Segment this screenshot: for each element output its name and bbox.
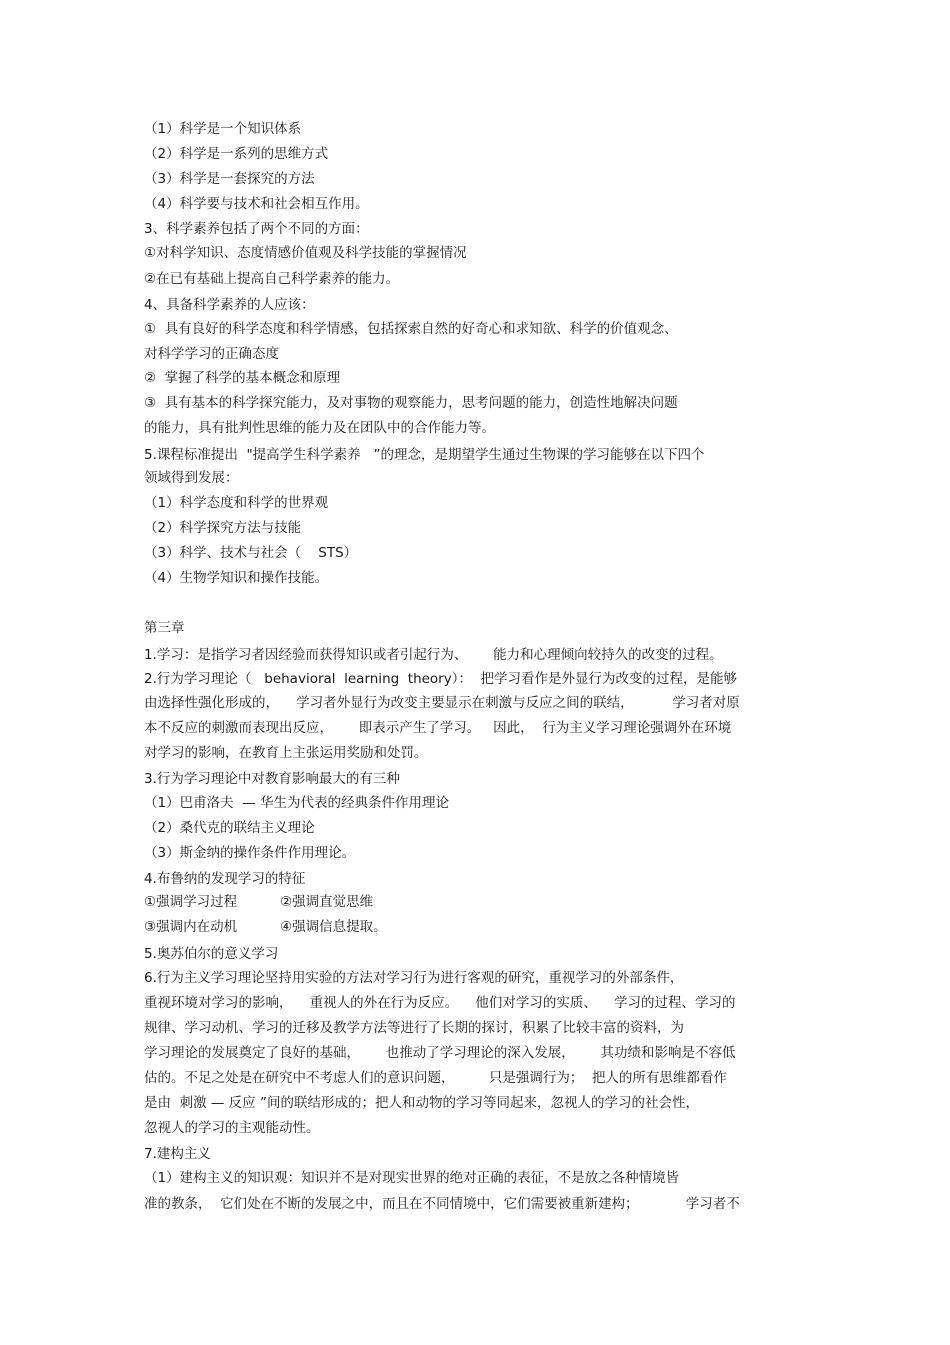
section-heading: 4.布鲁纳的发现学习的特征 xyxy=(144,871,306,887)
text-line: 估的。不足之处是在研究中不考虑人们的意识问题， 只是强调行为； 把人的所有思维都看作 xyxy=(144,1070,727,1086)
section-heading: 5.课程标准提出 "提高学生科学素养 ”的理念，是期望学生通过生物课的学习能够在以下四个 xyxy=(144,447,705,463)
section-heading: 4、具备科学素养的人应该： xyxy=(144,297,315,313)
text-line: 准的教条， 它们处在不断的发展之中，而且在不同情境中，它们需要被重新建构； 学习者不 xyxy=(144,1196,740,1212)
text-line: （1）建构主义的知识观：知识并不是对现实世界的绝对正确的表征，不是放之各种情境皆 xyxy=(144,1170,680,1186)
text-line: （1）科学是一个知识体系 xyxy=(144,121,302,137)
section-heading: 3.行为学习理论中对教育影响最大的有三种 xyxy=(144,771,400,787)
text-line: ③ 具有基本的科学探究能力，及对事物的观察能力，思考问题的能力，创造性地解决问题 xyxy=(144,395,678,411)
section-heading: 5.奥苏伯尔的意义学习 xyxy=(144,946,279,962)
text-line: （4）生物学知识和操作技能。 xyxy=(144,570,329,586)
section-heading: 1.学习：是指学习者因经验而获得知识或者引起行为、 能力和心理倾向较持久的改变的过程。 xyxy=(144,647,723,663)
text-line: ①对科学知识、态度情感价值观及科学技能的掌握情况 xyxy=(144,245,467,261)
text-line: （2）科学是一系列的思维方式 xyxy=(144,146,329,162)
text-line: 领域得到发展： xyxy=(144,470,239,486)
section-heading: 3、科学素养包括了两个不同的方面： xyxy=(144,221,369,237)
text-line: 对科学学习的正确态度 xyxy=(144,346,279,362)
text-line: 重视环境对学习的影响， 重视人的外在行为反应。 他们对学习的实质、 学习的过程、学习的 xyxy=(144,995,736,1011)
text-line: 由选择性强化形成的， 学习者外显行为改变主要显示在刺激与反应之间的联结， 学习者对原 xyxy=(144,695,740,711)
text-line: 的能力，具有批判性思维的能力及在团队中的合作能力等。 xyxy=(144,420,495,436)
text-line: ① 具有良好的科学态度和科学情感，包括探索自然的好奇心和求知欲、科学的价值观念、 xyxy=(144,321,678,337)
text-line: （1）科学态度和科学的世界观 xyxy=(144,495,329,511)
text-line: （3）科学、技术与社会（ STS） xyxy=(144,545,358,561)
chapter-heading: 第三章 xyxy=(144,620,185,636)
text-line: 对学习的影响，在教育上主张运用奖励和处罚。 xyxy=(144,745,428,761)
text-line: ①强调学习过程 ②强调直觉思维 xyxy=(144,894,374,910)
section-heading: 7.建构主义 xyxy=(144,1146,211,1162)
text-line: （1）巴甫洛夫 — 华生为代表的经典条件作用理论 xyxy=(144,795,449,811)
text-line: （3）科学是一套探究的方法 xyxy=(144,171,315,187)
text-line: （2）桑代克的联结主义理论 xyxy=(144,820,315,836)
text-line: ③强调内在动机 ④强调信息提取。 xyxy=(144,919,387,935)
text-line: 忽视人的学习的主观能动性。 xyxy=(144,1120,320,1136)
text-line: 本不反应的刺激而表现出反应， 即表示产生了学习。 因此， 行为主义学习理论强调外在环境 xyxy=(144,720,732,736)
text-line: 学习理论的发展奠定了良好的基础， 也推动了学习理论的深入发展， 其功绩和影响是不容低 xyxy=(144,1045,736,1061)
text-line: （2）科学探究方法与技能 xyxy=(144,520,302,536)
text-line: ② 掌握了科学的基本概念和原理 xyxy=(144,370,341,386)
section-heading: 6.行为主义学习理论坚持用实验的方法对学习行为进行客观的研究，重视学习的外部条件， xyxy=(144,970,684,986)
text-line: （4）科学要与技术和社会相互作用。 xyxy=(144,196,369,212)
text-line: 规律、学习动机、学习的迁移及教学方法等进行了长期的探讨，积累了比较丰富的资料，为 xyxy=(144,1020,684,1036)
text-line: ②在已有基础上提高自己科学素养的能力。 xyxy=(144,271,400,287)
text-line: 是由 刺激 — 反应 ”间的联结形成的；把人和动物的学习等同起来，忽视人的学习的社会性， xyxy=(144,1095,699,1111)
text-line: （3）斯金纳的操作条件作用理论。 xyxy=(144,845,356,861)
section-heading: 2.行为学习理论（ behavioral learning theory）： 把学习看作是外显行为改变的过程，是能够 xyxy=(144,671,738,687)
